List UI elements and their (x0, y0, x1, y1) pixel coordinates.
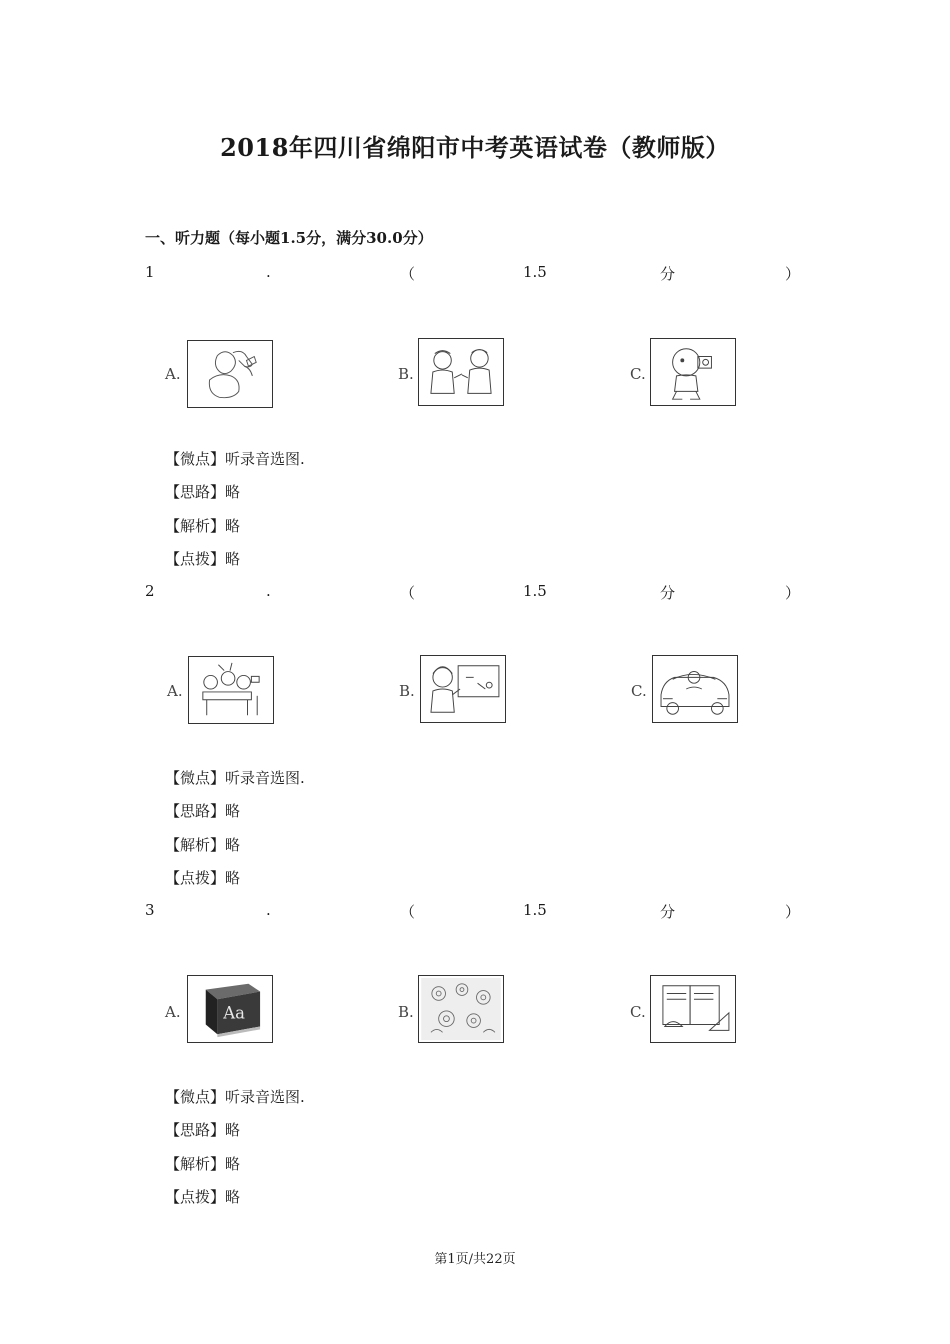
flowers-pattern-icon (418, 975, 504, 1043)
option-b-letter: B. (398, 365, 414, 383)
note-silu: 【思路】略 (165, 802, 241, 820)
note-weidian: 【微点】听录音选图. (165, 450, 305, 468)
note-jiexi: 【解析】略 (165, 1155, 241, 1173)
question-3-header (145, 901, 805, 923)
open-book-with-ruler-icon (650, 975, 736, 1043)
question-score-unit: 分 (660, 584, 676, 602)
note-jiexi: 【解析】略 (165, 517, 241, 535)
question-score-unit: 分 (660, 903, 676, 921)
note-dianbo: 【点拨】略 (165, 1188, 241, 1206)
two-people-talking-icon (418, 338, 504, 406)
option-a-letter: A. (167, 682, 183, 700)
section-heading: 一、听力题（每小题1.5分，满分30.0分） (145, 229, 433, 247)
option-c-letter: C. (631, 682, 647, 700)
question-score: 1.5 (523, 901, 547, 919)
boy-with-camera-icon (650, 338, 736, 406)
question-dot: . (266, 263, 271, 281)
question-open-paren: （ (400, 265, 416, 283)
question-dot: . (266, 901, 271, 919)
question-close-paren: ） (785, 584, 801, 602)
question-open-paren: （ (400, 903, 416, 921)
note-jiexi: 【解析】略 (165, 836, 241, 854)
question-open-paren: （ (400, 584, 416, 602)
driver-in-car-icon (652, 655, 738, 723)
page-title: 2018年四川省绵阳市中考英语试卷（教师版） (220, 133, 730, 162)
question-score-unit: 分 (660, 265, 676, 283)
question-score: 1.5 (523, 263, 547, 281)
teacher-at-board-icon (420, 655, 506, 723)
option-a-letter: A. (165, 1003, 181, 1021)
question-number: 3 (145, 901, 155, 919)
question-score: 1.5 (523, 582, 547, 600)
option-b-letter: B. (399, 682, 415, 700)
option-b-letter: B. (398, 1003, 414, 1021)
drinking-person-icon (187, 340, 273, 408)
book-cover-text: Aa (223, 1003, 245, 1023)
note-dianbo: 【点拨】略 (165, 869, 241, 887)
question-number: 1 (145, 263, 155, 281)
option-c-letter: C. (630, 1003, 646, 1021)
note-dianbo: 【点拨】略 (165, 550, 241, 568)
note-silu: 【思路】略 (165, 1121, 241, 1139)
question-close-paren: ） (785, 903, 801, 921)
question-2-header (145, 582, 805, 604)
option-a-letter: A. (165, 365, 181, 383)
question-close-paren: ） (785, 265, 801, 283)
question-dot: . (266, 582, 271, 600)
page-footer: 第1页/共22页 (434, 1252, 516, 1267)
people-at-table-icon (188, 656, 274, 724)
dictionary-book-icon (187, 975, 273, 1043)
question-number: 2 (145, 582, 155, 600)
option-c-letter: C. (630, 365, 646, 383)
note-weidian: 【微点】听录音选图. (165, 769, 305, 787)
note-weidian: 【微点】听录音选图. (165, 1088, 305, 1106)
question-1-header (145, 263, 805, 285)
note-silu: 【思路】略 (165, 483, 241, 501)
